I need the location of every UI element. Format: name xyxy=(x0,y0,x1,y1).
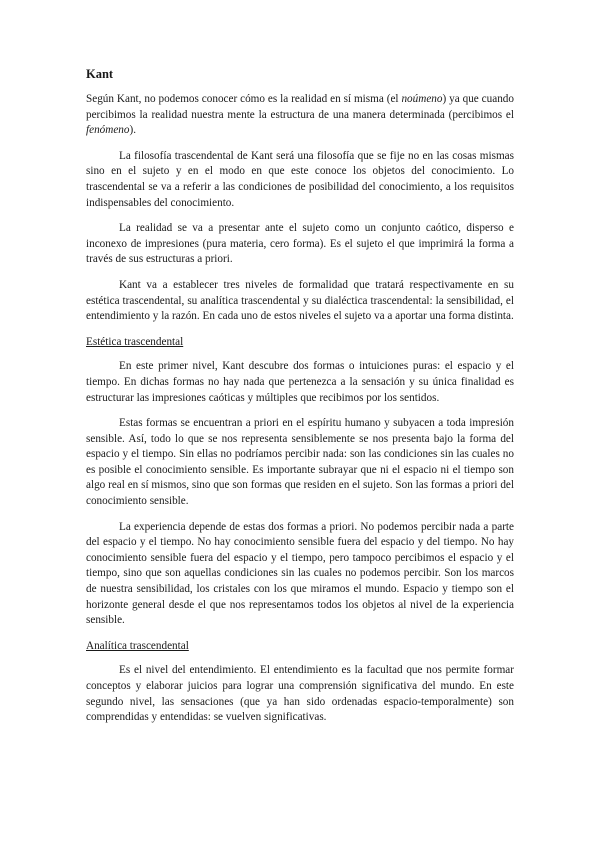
document-page xyxy=(86,66,514,736)
intro-paragraph xyxy=(86,92,514,139)
paragraph-niveles: Kant va a establecer tres niveles de formalidad que tratará respectivamente en su estética trascendental, su analítica trascendental y su dialéctica trascendental: la sensibilidad, el entendimiento y la razón. En cada uno de estos niveles el sujeto va a aportar una forma distinta. xyxy=(86,278,514,323)
document-title: Kant xyxy=(86,67,114,81)
analitica-paragraph-1: Es el nivel del entendimiento. El entendimiento es la facultad que nos permite formar conceptos y elaborar juicios para lograr una comprensión significativa del mundo. En este segundo nivel, las sensaciones (que ya han sido ordenadas espacio-temporalmente) son comprendidas y entendidas: se vuelven significativas. xyxy=(86,664,514,724)
intro-text-c: ) ya que cuando percibimos la realidad nuestra mente la estructura de una manera determinada (percibimos el xyxy=(86,93,514,121)
fenomeno-term: fenómeno xyxy=(86,124,130,137)
section-heading-estetica: Estética trascendental xyxy=(86,335,184,348)
paragraph-trascendental: La filosofía trascendental de Kant será una filosofía que se fije no en las cosas mismas sino en el sujeto y en el modo en que este conoce los objetos del conocimiento. Lo trascendental se va a referir a las condiciones de posibilidad del conocimiento, a los requisitos indispensables del conocimiento. xyxy=(86,149,514,209)
estetica-paragraph-1: En este primer nivel, Kant descubre dos formas o intuiciones puras: el espacio y el tiempo. En dichas formas no hay nada que pertenezca a la sensación y su única finalidad es estructurar las impresiones caóticas y múltiples que recibimos por los sentidos. xyxy=(86,360,514,404)
estetica-paragraph-3: La experiencia depende de estas dos formas a priori. No podemos percibir nada a parte del espacio y el tiempo. No hay conocimiento sensible fuera del espacio y del tiempo. No hay conocimiento sensible fuera del espacio y el tiempo, pero tampoco percibimos el espacio y el tiempo, sino que son aquellas condiciones sin las cuales no podemos percibir. Son los marcos de nuestra sensibilidad, los cristales con los que miramos el mundo. Espacio y tiempo son el horizonte general desde el que nos representamos todos los objetos al nivel de la experiencia sensible. xyxy=(86,520,514,627)
estetica-paragraph-2: Estas formas se encuentran a priori en el espíritu humano y subyacen a toda impresión sensible. Así, todo lo que se nos representa sensiblemente se nos presenta bajo la forma del espacio y el tiempo. Sin ellas no podríamos percibir nada: son las condiciones sin las cuales no es posible el conocimiento sensible. Es importante subrayar que ni el espacio ni el tiempo son algo real en sí mismos, sino que son formas que residen en el sujeto. Son las formas a priori del conocimiento sensible. xyxy=(86,417,514,508)
noumeno-term: noúmeno xyxy=(401,93,443,105)
intro-text-a: Según Kant, no podemos conocer cómo es la realidad en sí misma (el xyxy=(86,93,402,105)
section-heading-analitica: Analítica trascendental xyxy=(86,639,189,652)
paragraph-realidad: La realidad se va a presentar ante el sujeto como un conjunto caótico, disperso e inconexo de impresiones (pura materia, cero forma). Es el sujeto el que imprimirá la forma a través de sus estructuras a priori. xyxy=(86,222,514,266)
intro-text-e: ). xyxy=(129,124,137,137)
